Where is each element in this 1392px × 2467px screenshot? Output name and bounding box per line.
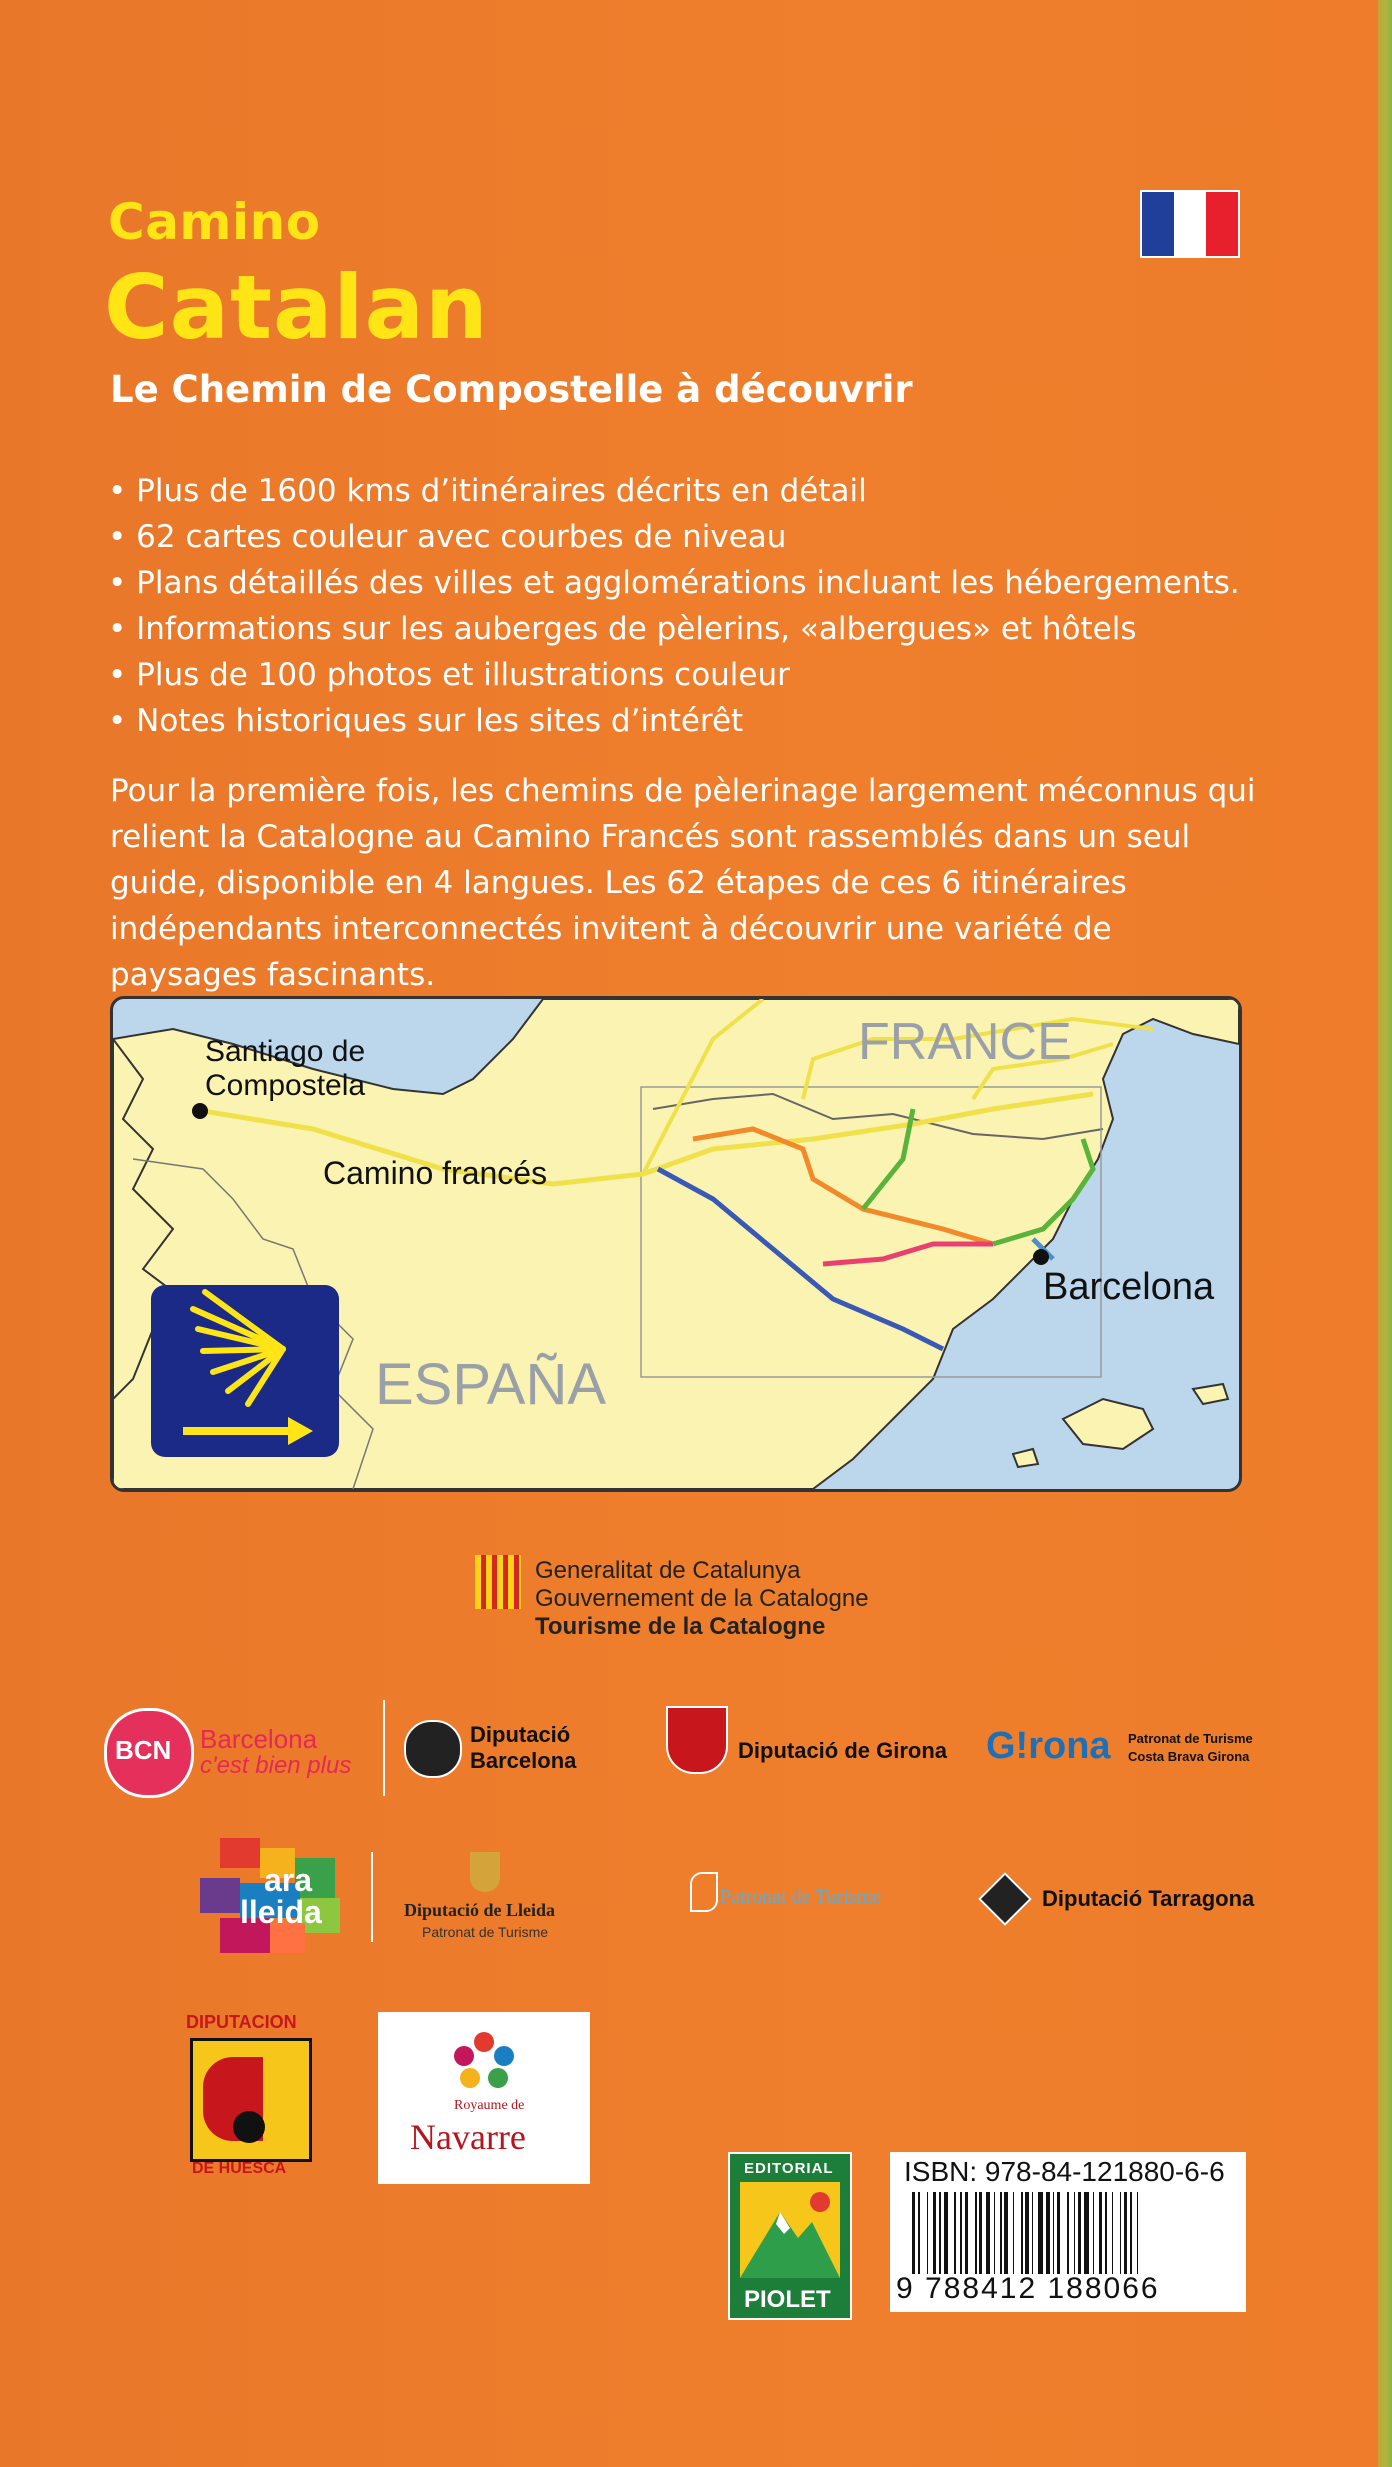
label-france: FRANCE (858, 1013, 1072, 1071)
editorial-piolet-logo (728, 2152, 852, 2320)
label-barcelona: Barcelona (1043, 1266, 1215, 1308)
barcode-bar (1004, 2192, 1007, 2274)
generalitat-line1: Generalitat de Catalunya (535, 1557, 801, 1584)
mountain-icon (740, 2182, 840, 2278)
senyera-icon (475, 1555, 521, 1609)
feature-item: • Informations sur les auberges de pèlerins, «albergues» et hôtels (108, 606, 1240, 652)
barcode-bar (986, 2192, 991, 2274)
barcode-bar (1105, 2192, 1107, 2274)
navarre-line2: Navarre (410, 2117, 526, 2157)
piolet-top: EDITORIAL (744, 2160, 834, 2177)
diputacion-huesca-logo (186, 2012, 310, 2182)
generalitat-line3: Tourisme de la Catalogne (535, 1613, 826, 1640)
barcode-bar (1067, 2192, 1069, 2274)
isbn-digits: 9 788412 188066 (896, 2272, 1160, 2305)
barcode-bar (1074, 2192, 1076, 2274)
barcode-bar (912, 2192, 915, 2274)
divider (371, 1852, 373, 1942)
french-flag-icon (1140, 190, 1240, 258)
barcode-bar (1046, 2192, 1049, 2274)
title-catalan: Catalan (104, 256, 489, 359)
barcode-bar (944, 2192, 949, 2274)
girona-sub2: Costa Brava Girona (1128, 1749, 1250, 1764)
label-espana: ESPAÑA (375, 1352, 607, 1417)
barcode-bar (1120, 2192, 1122, 2274)
book-spine-edge (1378, 0, 1392, 2467)
barcode-bar (954, 2192, 956, 2274)
feature-item: • Plus de 100 photos et illustrations couleur (108, 652, 1240, 698)
feature-item: • Notes historiques sur les sites d’intérêt (108, 698, 1240, 744)
barcode-bar (1099, 2192, 1102, 2274)
isbn-label: ISBN: 978-84-121880-6-6 (904, 2156, 1225, 2187)
barcode-bar (994, 2192, 996, 2274)
girona-sub1: Patronat de Turisme (1128, 1731, 1253, 1746)
intro-paragraph: Pour la première fois, les chemins de pèlerinage largement méconnus qui relient la Catalogne au Camino Francés sont rassemblés dans un seul guide, disponible en 4 langues. Les 62 étapes de ces 6 itinéraires indépendants interconnectés invitent à découvrir une variété de paysages fascinants. (110, 773, 1256, 993)
ara-lleida-logo (200, 1838, 350, 1958)
barcode-bar (933, 2192, 936, 2274)
huesca-bottom: DE HUESCA (192, 2160, 287, 2177)
piolet-bottom: PIOLET (744, 2286, 831, 2313)
label-santiago-2: Compostela (205, 1069, 366, 1102)
generalitat-line2: Gouvernement de la Catalogne (535, 1585, 869, 1612)
navarre-card (378, 2012, 590, 2184)
feature-item: • 62 cartes couleur avec courbes de niveau (108, 514, 1240, 560)
barcode-bar (939, 2192, 941, 2274)
girona-shield-icon (666, 1706, 728, 1774)
barcode-bar (1130, 2192, 1132, 2274)
barcode-bar (1053, 2192, 1055, 2274)
barcode-bar (918, 2192, 920, 2274)
barcode-bar (1078, 2192, 1081, 2274)
feature-item: • Plans détaillés des villes et agglomérations incluant les hébergements. (108, 560, 1240, 606)
barcode-bar (1013, 2192, 1015, 2274)
barcode-bars (912, 2192, 1230, 2274)
isbn-barcode (890, 2152, 1246, 2312)
barcode-bar (1137, 2192, 1139, 2274)
bcn-badge: BCN (115, 1735, 172, 1765)
lleida-word1: ara (264, 1862, 313, 1898)
title-camino: Camino (108, 193, 321, 251)
diplleida-line2: Patronat de Turisme (422, 1924, 549, 1940)
dipgirona: Diputació de Girona (738, 1738, 948, 1763)
patronat-text: Patronat de Turisme (720, 1886, 882, 1908)
divider (383, 1700, 385, 1796)
lleida-word2: lleida (240, 1894, 322, 1930)
huesca-top: DIPUTACION (186, 2012, 297, 2032)
barcode-bar (1025, 2192, 1028, 2274)
barcode-bar (960, 2192, 962, 2274)
feature-list (108, 468, 1240, 744)
tarragona-emblem-icon (978, 1872, 1032, 1926)
barcode-bar (1084, 2192, 1089, 2274)
barcode-bar (1038, 2192, 1043, 2274)
label-santiago-1: Santiago de (205, 1035, 366, 1068)
dipbcn-line1: Diputació (470, 1722, 571, 1747)
navarre-line1: Royaume de (454, 2098, 525, 2113)
santiago-point (192, 1103, 208, 1119)
barcode-bar (965, 2192, 968, 2274)
diputacio-girona-logo (666, 1706, 948, 1774)
lleida-crest-icon (470, 1852, 500, 1892)
diputacio-barcelona-emblem-icon (404, 1720, 462, 1778)
barcode-bar (1032, 2192, 1034, 2274)
diplleida-line1: Diputació de Lleida (404, 1900, 556, 1920)
route-map (110, 996, 1242, 1492)
diptarragona: Diputació Tarragona (1042, 1886, 1255, 1911)
barcelona-point (1033, 1249, 1049, 1265)
huesca-emblem-icon (190, 2038, 312, 2162)
barcode-bar (979, 2192, 982, 2274)
barcode-bar (1112, 2192, 1114, 2274)
barcode-bar (927, 2192, 929, 2274)
subtitle: Le Chemin de Compostelle à découvrir (110, 368, 913, 411)
bcn-line1: Barcelona (200, 1724, 318, 1754)
barcode-bar (1057, 2192, 1060, 2274)
barcode-bar (975, 2192, 977, 2274)
patronat-leaf-icon (690, 1872, 718, 1912)
barcode-bar (1124, 2192, 1127, 2274)
bcn-line2: c'est bien plus (200, 1752, 352, 1779)
navarre-flower-icon (452, 2030, 516, 2090)
dipbcn-line2: Barcelona (470, 1748, 577, 1773)
girona-name: G!rona (986, 1725, 1111, 1767)
diputacio-barcelona-logo (404, 1720, 577, 1778)
camino-shell-sign-icon (151, 1285, 339, 1457)
balearic-islands (1063, 1399, 1153, 1449)
barcode-bar (1093, 2192, 1095, 2274)
barcelona-logo (104, 1708, 352, 1798)
barcode-bar (1000, 2192, 1002, 2274)
barcode-bar (1021, 2192, 1023, 2274)
label-camino-frances: Camino francés (323, 1155, 548, 1191)
feature-item: • Plus de 1600 kms d’itinéraires décrits en détail (108, 468, 1240, 514)
